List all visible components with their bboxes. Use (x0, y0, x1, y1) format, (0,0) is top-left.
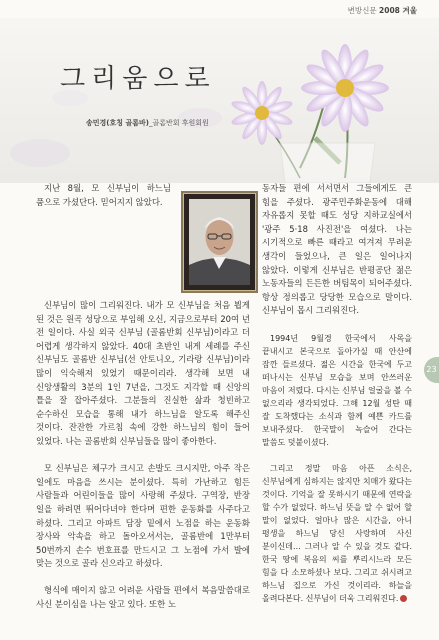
body-paragraph-6-text: 그리고 정말 마음 아픈 소식은, 신부님에게 심하지는 않지만 치매가 왔다는 것이다. 기억을 잘 못하시기 때문에 연락을 할 수가 없었다. 하느님 뜻을 알 수 없어 할 말이 없었다. 얼마나 많은 시간을, 아니 평생을 하느님 당신 사랑하며 사신 분이신데… 그러나 알 수 있을 것도 같다. 한국 땅에 복음의 씨를 뿌리시느라 모든 힘을 다 소모하셨나 보다. 그리고 쉬시려고 하느님 집으로 가신 것이리라. 하늘을 올려다본다. 신부님이 더욱 그리워진다. (262, 464, 412, 603)
author-byline (86, 118, 209, 128)
portrait-image (189, 199, 250, 285)
body-paragraph-4: 동자들 편에 서서면서 그들에게도 큰 힘을 주셨다. 광주민주화운동에 대해 자유롭지 못할 때도 성당 지하교실에서 '광주 5·18 사진전'을 여셨다. 나는 시기적으로 빠른 때라고 여겨져 무려운 생각이 들었으나, 큰 일은 일어나지 않았다. 이렇게 신부님은 반평공단 젊은 노동자들의 든든한 버팀목이 되어주셨다. 항상 정의롭고 당당한 모습으로 말이다. 신부님이 몹시 그리워진다. (262, 183, 412, 316)
hero-banner (0, 18, 439, 183)
right-column-top (262, 182, 412, 332)
end-mark-icon (400, 595, 407, 602)
body-paragraph-2: 모 신부님은 체구가 크시고 손발도 크시지만, 아주 작은 일에도 마음을 쓰시는 분이셨다. 특히 가난하고 힘든 사람들과 어린이들을 많이 사랑해 주셨다. 구역장, 반장 일을 하려면 뛰어다녀야 한다며 편한 운동화를 사주다고 하셨다. 그리고 아파트 담장 밑에서 노점을 하는 운동화 장사와 악속을 하고 돌아오셔서는, 골롬반에 1만부터 50번까지 손수 번호표를 만드시고 그 노점에 가서 발에 맞는 것으로 골라 신으라고 하셨다. (36, 463, 250, 569)
author-name: 송민경(호칭 골롬바) (86, 119, 149, 127)
right-column-body (262, 332, 412, 618)
article-title: 그리움으로 (60, 64, 216, 94)
priest-portrait (181, 191, 258, 293)
flower-vase-illustration (0, 18, 439, 183)
issue-label: 2008 겨울 (379, 6, 417, 15)
page-number-tab: 23 (424, 357, 439, 383)
author-role: _골롬반회 후원회원 (148, 119, 209, 127)
intro-text (36, 182, 171, 223)
body-paragraph-5: 1994년 9월경 한국에서 사목을 끝내시고 본국으로 돌아가실 때 안산에 잠깐 들르셨다. 젊은 시간을 한국에 두고 떠나시는 신부님 모습을 보며 안쓰러운 마음이 저렸다. 다시는 신부님 얼굴을 볼 수 없으리라 생각되었다. 그해 12월 성탄 때 잘 도착했다는 소식과 함께 예쁜 카드를 보내주셨다. 한국말이 녹슬어 간다는 말씀도 덧붙이셨다. (262, 334, 412, 447)
left-column-body (36, 299, 250, 612)
page-header (348, 5, 417, 16)
body-paragraph-6 (262, 462, 412, 605)
intro-paragraph: 지난 8월, 모 신부님이 하느님 품으로 가셨단다. 믿어지지 않았다. (36, 183, 171, 207)
magazine-name: 변방신문 (347, 6, 377, 15)
body-paragraph-3: 형식에 매이지 않고 어려운 사람들 편에서 복음말씀대로 사신 분이심을 나는 알고 있다. 또한 노 (36, 585, 250, 610)
body-paragraph-1: 신부님이 많이 그리워진다. 내가 모 신부님을 처음 뵙게 된 것은 원곡 성당으로 부임해 오신, 지금으로부터 20여 년 전 일이다. 사실 외국 신부님 (골롬반회 신부님)이라고 더 어렵게 생각하지 않았다. 40대 초반인 내게 세례를 주신 신부님도 골롬반 신부님(선 안토니오, 기라랑 신부님)이라 많이 익숙해져 있었기 때문이리라. 생각해 보면 내 신앙생활의 3분의 1인 7년을, 그것도 지각할 때 신앙의 틀을 잘 잡아주셨다. 그분들의 진실한 삶과 청빈하고 순수하신 모습을 통해 내가 하느님을 알도록 해주신 것이다. 잔잔한 가르침 속에 강한 하느님의 힘이 들어 있었다. 나는 골롬반회 신부님들을 많이 좋아한다. (36, 300, 250, 446)
